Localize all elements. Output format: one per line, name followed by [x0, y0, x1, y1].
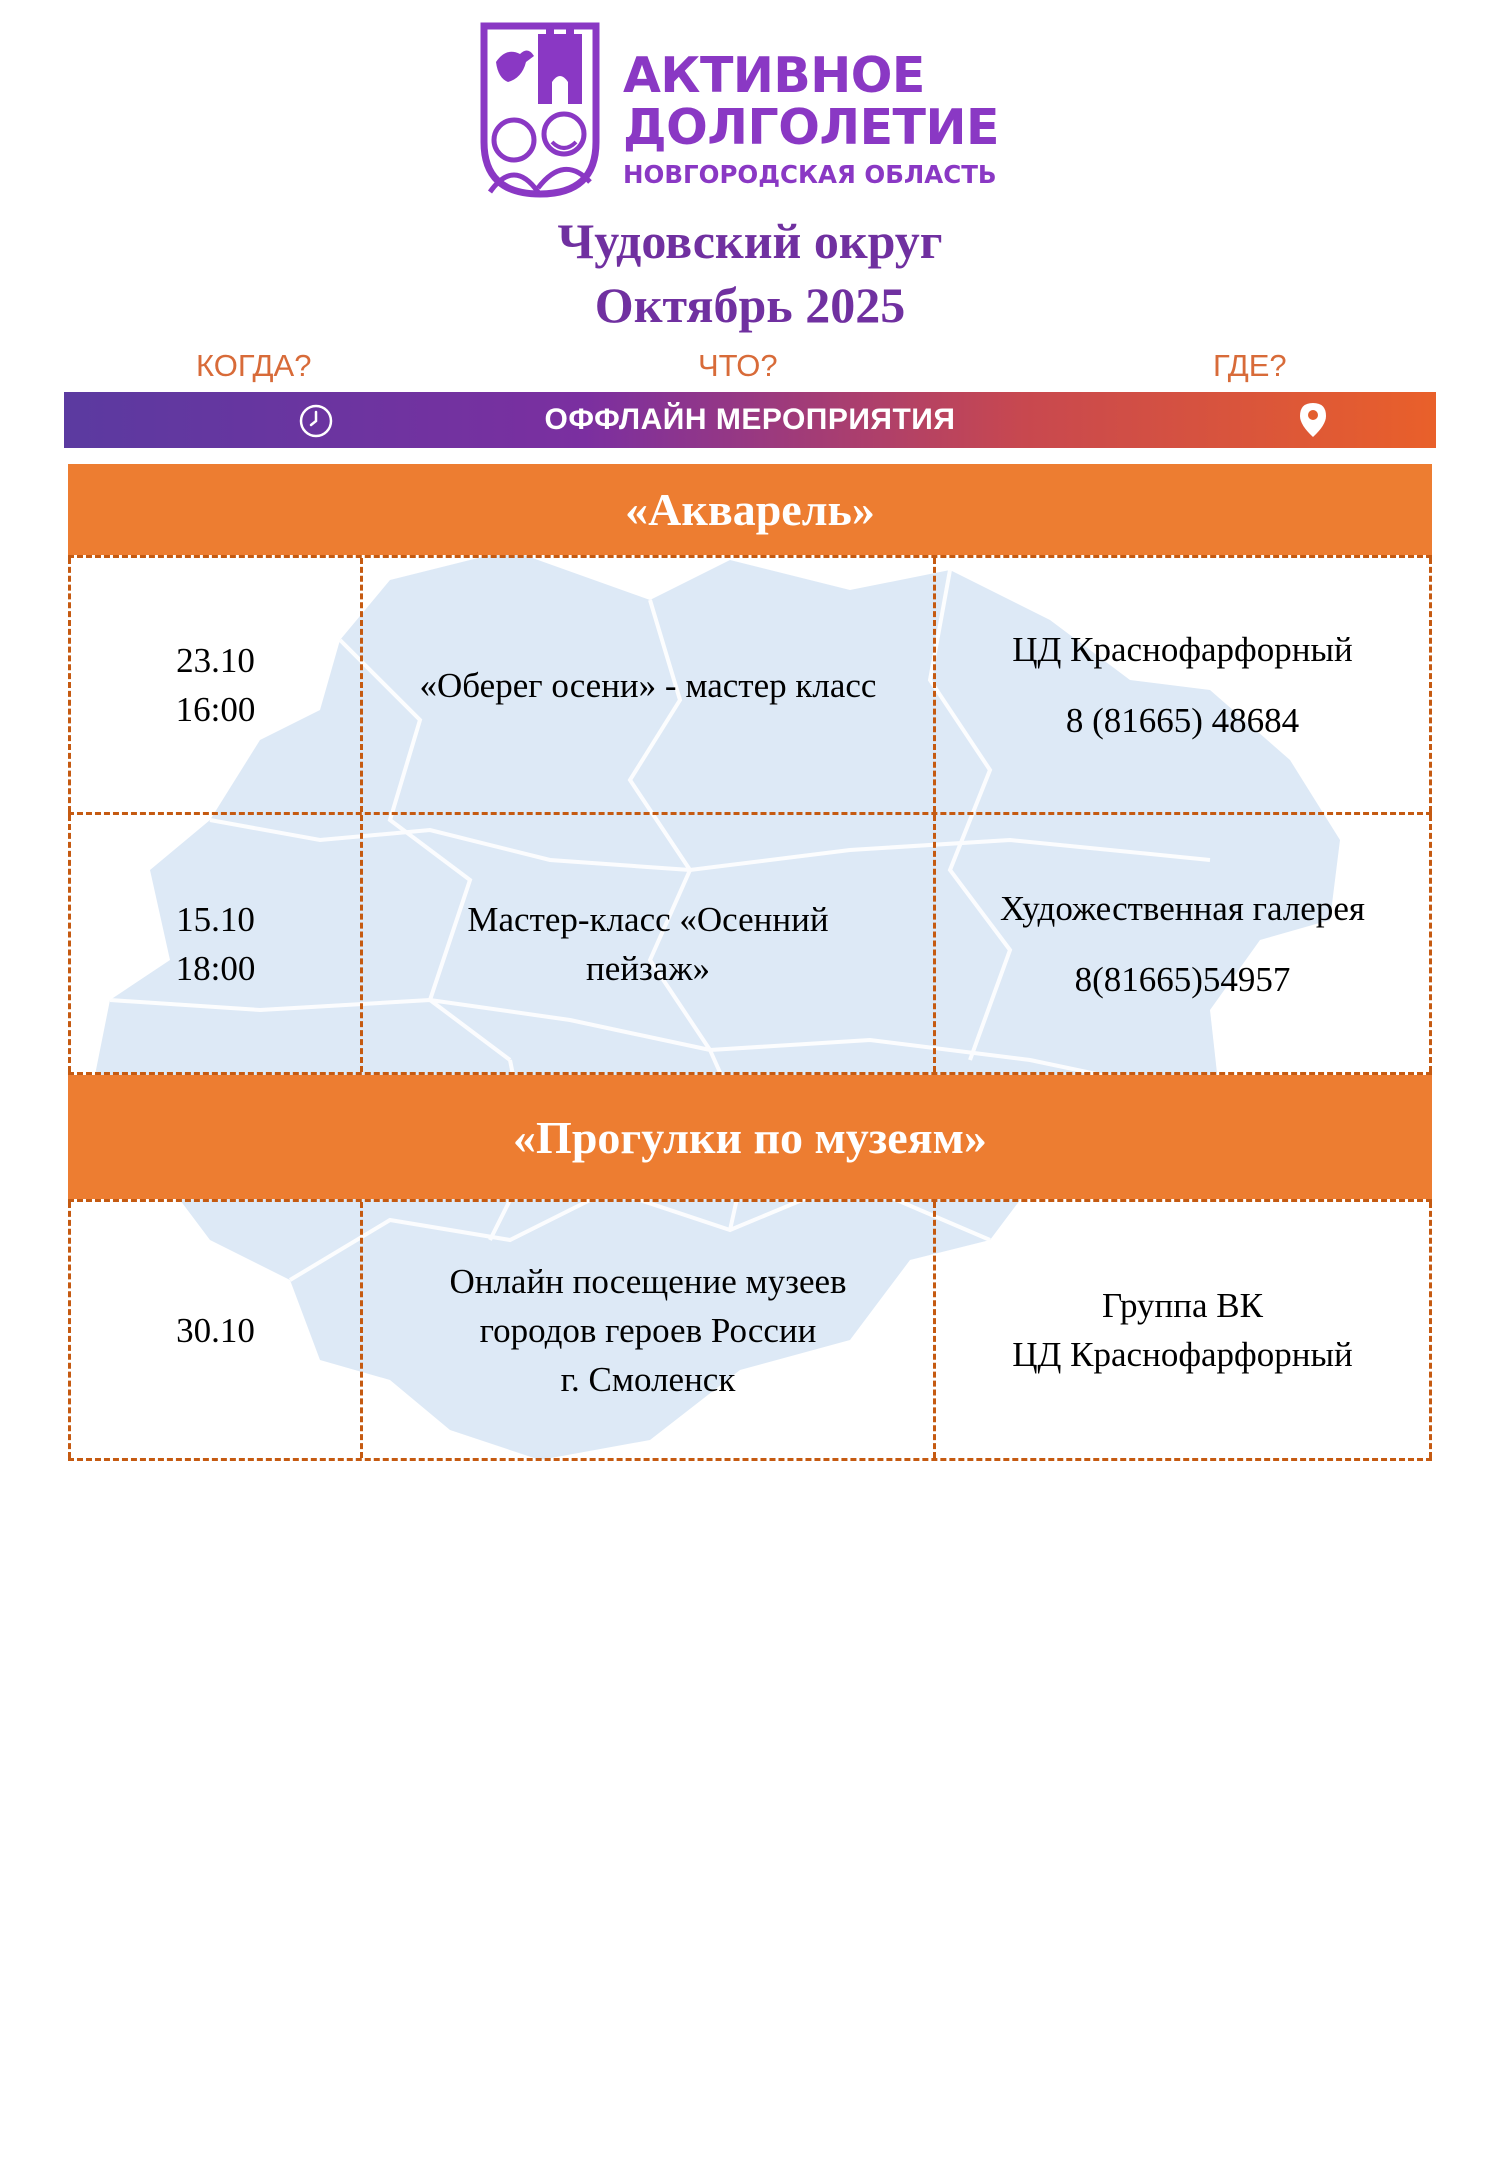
section-header-akvarel: «Акварель» — [68, 464, 1432, 555]
location-pin-icon — [1298, 401, 1328, 439]
event-cell — [360, 558, 933, 812]
event-date: 30.10 — [176, 1310, 255, 1350]
event-time: 18:00 — [175, 948, 256, 988]
what-label: ЧТО? — [698, 348, 778, 383]
table-row — [68, 555, 1432, 815]
event-cell — [360, 815, 933, 1072]
event-place: ЦД Краснофарфорный — [1012, 630, 1353, 669]
page-subtitle-month: Октябрь 2025 — [594, 277, 906, 333]
page-title: Чудовский округ — [557, 213, 943, 269]
event-place-line: Группа ВК — [1101, 1286, 1263, 1325]
event-title-line: Онлайн посещение музеев — [449, 1261, 847, 1301]
event-title-line: Мастер-класс «Осенний — [467, 899, 829, 939]
where-label: ГДЕ? — [1213, 348, 1287, 383]
events-table — [68, 464, 1432, 1461]
offline-events-banner — [64, 392, 1436, 448]
event-title-line: пейзаж» — [585, 948, 711, 988]
table-row — [68, 1199, 1432, 1461]
logo-title-line2: ДОЛГОЛЕТИЕ — [623, 99, 999, 156]
event-date: 15.10 — [176, 899, 255, 939]
section-header-museum-walks: «Прогулки по музеям» — [68, 1075, 1432, 1199]
logo-emblem-icon — [476, 22, 604, 198]
place-cell — [933, 1202, 1432, 1458]
event-phone: 8(81665)54957 — [1074, 959, 1291, 999]
event-title-line: городов героев России — [479, 1310, 817, 1350]
logo — [476, 22, 1036, 198]
banner-title: ОФФЛАЙН МЕРОПРИЯТИЯ — [544, 403, 956, 436]
date-cell — [68, 1202, 360, 1458]
event-phone: 8 (81665) 48684 — [1065, 701, 1300, 740]
date-cell — [68, 815, 360, 1072]
event-cell — [360, 1202, 933, 1458]
place-cell — [933, 558, 1432, 812]
when-label: КОГДА? — [196, 348, 312, 383]
event-title: «Оберег осени» - мастер класс — [419, 665, 877, 705]
event-place-line: ЦД Краснофарфорный — [1012, 1335, 1353, 1374]
event-title-line: г. Смоленск — [560, 1359, 736, 1399]
place-cell — [933, 815, 1432, 1072]
table-row — [68, 815, 1432, 1075]
date-cell — [68, 558, 360, 812]
event-time: 16:00 — [175, 690, 256, 729]
logo-title-line1: АКТИВНОЕ — [623, 47, 925, 104]
logo-subtitle: НОВГОРОДСКАЯ ОБЛАСТЬ — [623, 160, 997, 189]
event-place: Художественная галерея — [1000, 888, 1365, 928]
event-date: 23.10 — [176, 641, 255, 680]
